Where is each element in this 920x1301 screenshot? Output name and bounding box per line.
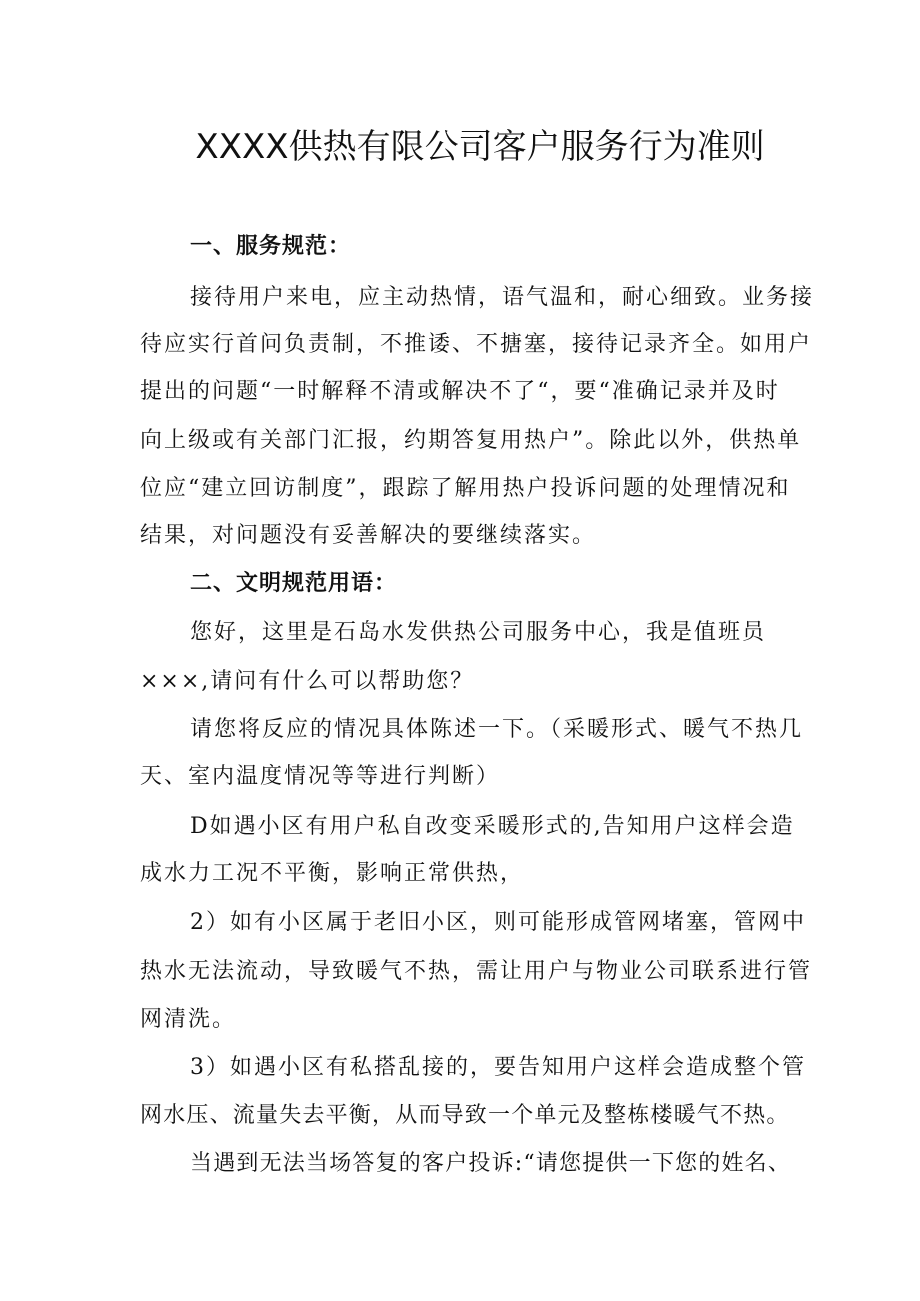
paragraph-line: 天、室内温度情况等等进行判断） bbox=[140, 764, 501, 789]
section-heading-service-standard: 一、服务规范： bbox=[190, 234, 352, 259]
paragraph-line: 位应“建立回访制度”，跟踪了解用热户投诉问题的处理情况和 bbox=[140, 476, 791, 501]
paragraph-line: 网清洗。 bbox=[140, 1007, 237, 1032]
document-title: XXXX供热有限公司客户服务行为准则 bbox=[195, 127, 765, 167]
paragraph-line: 当遇到无法当场答复的客户投诉:“请您提供一下您的姓名、 bbox=[190, 1151, 792, 1176]
paragraph-line: D如遇小区有用户私自改变采暖形式的,告知用户这样会造 bbox=[190, 814, 795, 839]
paragraph-line: 热水无法流动，导致暖气不热，需让用户与物业公司联系进行管 bbox=[140, 959, 813, 984]
paragraph-line: 向上级或有关部门汇报，约期答复用热户”。除此以外，供热单 bbox=[140, 428, 802, 453]
paragraph-line: ×××,请问有什么可以帮助您？ bbox=[140, 669, 475, 694]
paragraph-line: 成水力工况不平衡，影响正常供热， bbox=[140, 861, 525, 886]
paragraph-line: 3）如遇小区有私搭乱接的，要告知用户这样会造成整个管 bbox=[190, 1055, 806, 1080]
paragraph-line: 您好，这里是石岛水发供热公司服务中心，我是值班员 bbox=[190, 620, 767, 645]
section-heading-polite-language: 二、文明规范用语： bbox=[190, 571, 398, 596]
paragraph-line: 2）如有小区属于老旧小区，则可能形成管网堵塞，管网中 bbox=[190, 910, 806, 935]
paragraph-line: 结果，对问题没有妥善解决的要继续落实。 bbox=[140, 523, 597, 548]
paragraph-line: 待应实行首问负责制，不推诿、不搪塞，接待记录齐全。如用户 bbox=[140, 332, 813, 357]
paragraph-line: 接待用户来电，应主动热情，语气温和，耐心细致。业务接 bbox=[190, 285, 815, 310]
paragraph-line: 请您将反应的情况具体陈述一下。（采暖形式、暖气不热几 bbox=[190, 717, 804, 742]
paragraph-line: 提出的问题“一时解释不清或解决不了“，要“准确记录并及时 bbox=[140, 379, 780, 404]
paragraph-line: 网水压、流量失去平衡，从而导致一个单元及整栋楼暖气不热。 bbox=[140, 1103, 790, 1128]
